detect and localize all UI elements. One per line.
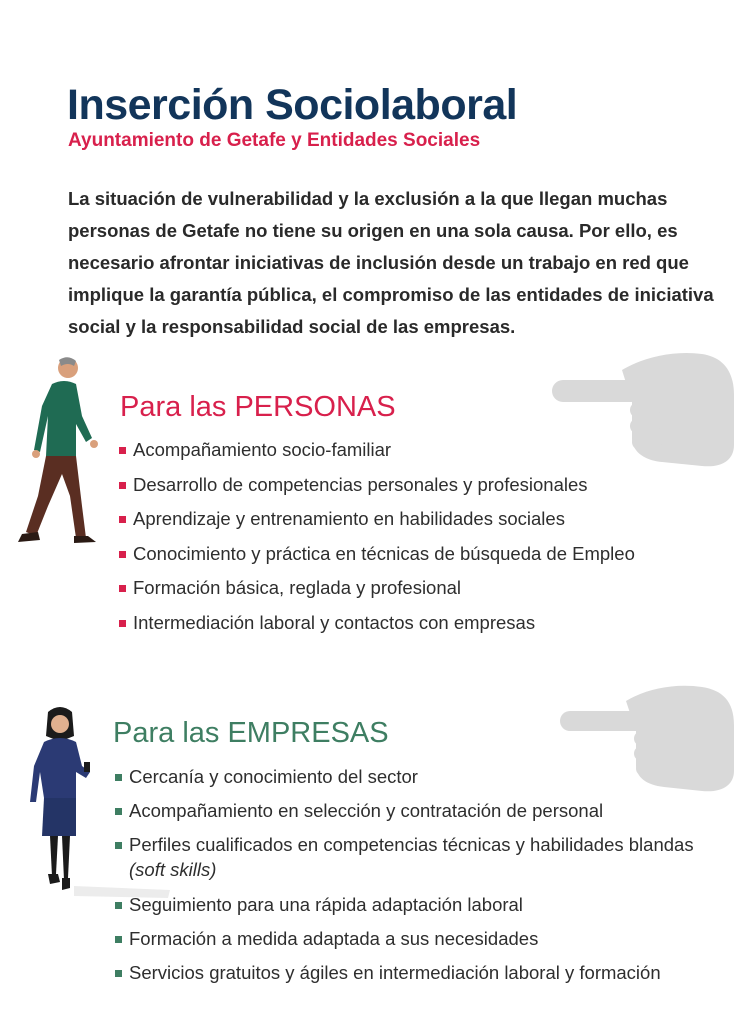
bullet-icon	[115, 902, 122, 909]
bullet-icon	[119, 482, 126, 489]
empresas-list	[115, 764, 719, 994]
list-item: Acompañamiento socio-familiar	[119, 437, 635, 462]
page-subtitle: Ayuntamiento de Getafe y Entidades Sociales	[68, 130, 481, 151]
bullet-icon	[115, 842, 122, 849]
bullet-icon	[115, 774, 122, 781]
bullet-icon	[119, 516, 126, 523]
personas-list	[119, 437, 635, 645]
list-item: Aprendizaje y entrenamiento en habilidades sociales	[119, 506, 635, 531]
walking-man-illustration	[14, 356, 109, 548]
bullet-icon	[115, 936, 122, 943]
intro-paragraph: La situación de vulnerabilidad y la exclusión a la que llegan muchas personas de Getafe no tiene su origen en una sola causa. Por ello, es necesario afrontar iniciativas de inclusión desde un trabajo en red que implique la garantía pública, el compromiso de las entidades de iniciativa social y la responsabilidad social de las empresas.	[68, 188, 714, 337]
bullet-icon	[119, 620, 126, 627]
bullet-icon	[119, 447, 126, 454]
section-title-empresas: Para las EMPRESAS	[113, 717, 389, 749]
list-item: Formación a medida adaptada a sus necesidades	[115, 926, 719, 951]
bullet-icon	[115, 970, 122, 977]
list-item: Intermediación laboral y contactos con empresas	[119, 610, 635, 635]
section-title-personas: Para las PERSONAS	[120, 391, 396, 423]
bullet-icon	[119, 585, 126, 592]
list-item: Conocimiento y práctica en técnicas de búsqueda de Empleo	[119, 541, 635, 566]
list-item: Seguimiento para una rápida adaptación laboral	[115, 892, 719, 917]
bullet-icon	[115, 808, 122, 815]
list-item: Acompañamiento en selección y contratación de personal	[115, 798, 719, 823]
list-item: Perfiles cualificados en competencias técnicas y habilidades blandas (soft skills)	[115, 832, 719, 882]
list-item: Desarrollo de competencias personales y profesionales	[119, 472, 635, 497]
list-item: Formación básica, reglada y profesional	[119, 575, 635, 600]
soft-skills-text: (soft skills)	[129, 859, 217, 881]
page-title: Inserción Sociolaboral	[67, 81, 518, 129]
list-item: Cercanía y conocimiento del sector	[115, 764, 719, 789]
bullet-icon	[119, 551, 126, 558]
list-item: Servicios gratuitos y ágiles en intermediación laboral y formación	[115, 960, 719, 985]
